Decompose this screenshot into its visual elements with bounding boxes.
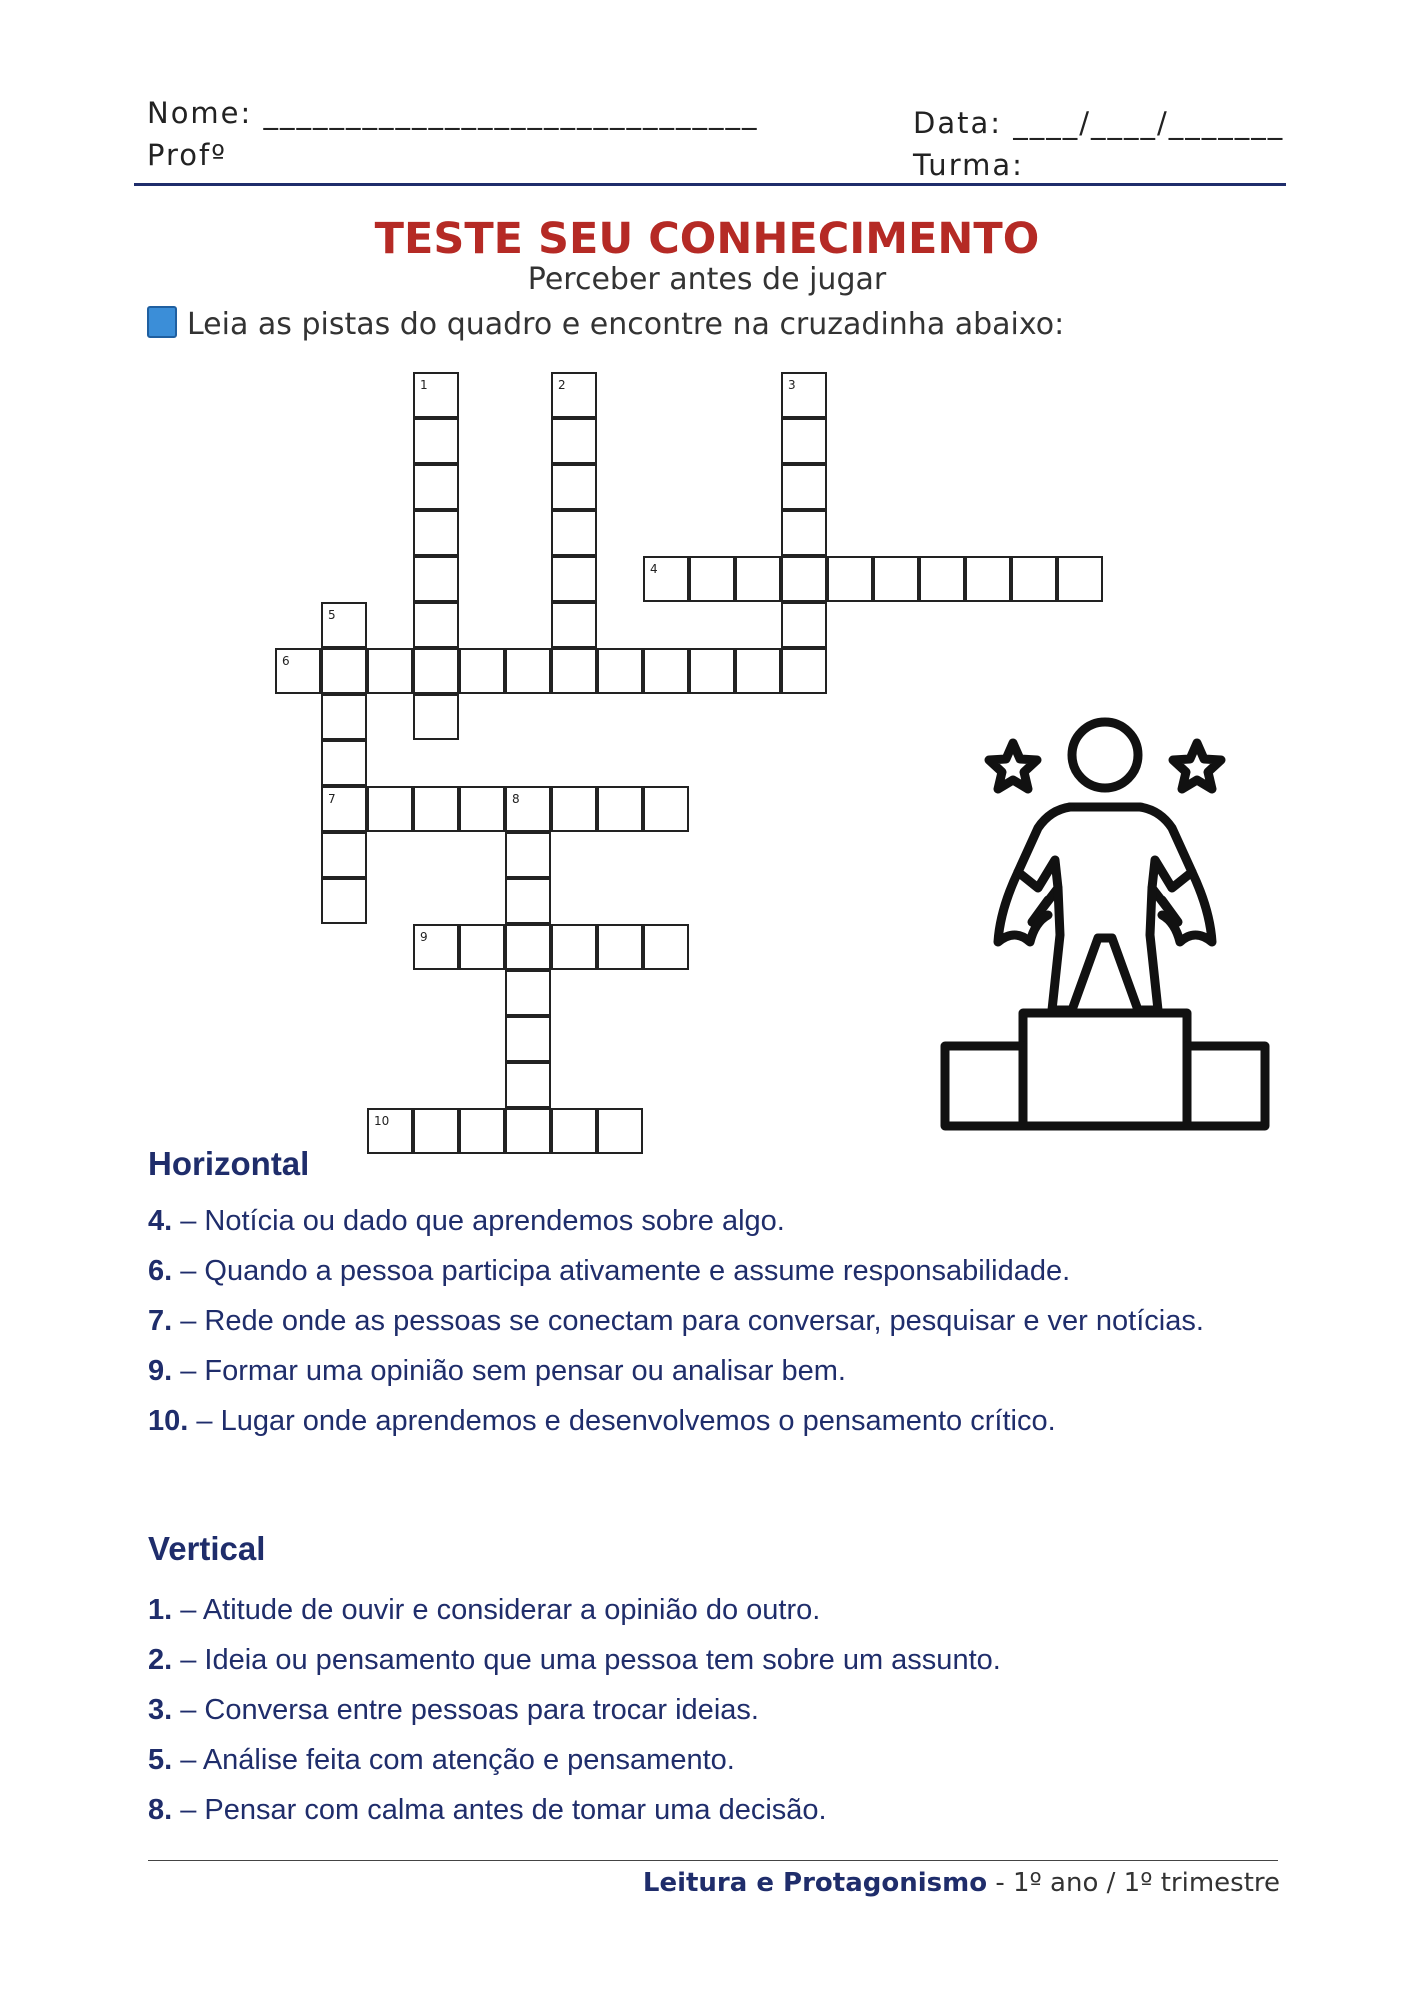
crossword-cell[interactable]	[643, 924, 689, 970]
crossword-cell[interactable]	[735, 556, 781, 602]
crossword-cell[interactable]	[367, 786, 413, 832]
clue-v5: 5. – Análise feita com atenção e pensamento.	[148, 1744, 735, 1776]
crossword-cell[interactable]	[367, 648, 413, 694]
crossword-cell[interactable]	[551, 510, 597, 556]
crossword-cell[interactable]	[367, 1108, 413, 1154]
horizontal-clues	[148, 1196, 1286, 1446]
crossword-cell[interactable]	[551, 556, 597, 602]
crossword-clue-number: 1	[420, 378, 428, 392]
teacher-field-label[interactable]: Profº	[147, 138, 227, 172]
crossword-clue-number: 7	[328, 792, 336, 806]
crossword-cell[interactable]	[321, 694, 367, 740]
clue-v8: 8. – Pensar com calma antes de tomar uma decisão.	[148, 1794, 827, 1826]
crossword-cell[interactable]	[413, 510, 459, 556]
crossword-cell[interactable]	[459, 1108, 505, 1154]
crossword-cell[interactable]	[505, 970, 551, 1016]
crossword-cell[interactable]	[551, 786, 597, 832]
clue-h9: 9. – Formar uma opinião sem pensar ou analisar bem.	[148, 1355, 846, 1387]
crossword-cell[interactable]	[413, 786, 459, 832]
book-icon	[147, 306, 177, 338]
clue-v3: 3. – Conversa entre pessoas para trocar ideias.	[148, 1694, 759, 1726]
crossword-cell[interactable]	[781, 418, 827, 464]
crossword-cell[interactable]	[551, 464, 597, 510]
crossword-cell[interactable]	[551, 1108, 597, 1154]
crossword-cell[interactable]	[781, 464, 827, 510]
crossword-clue-number: 3	[788, 378, 796, 392]
crossword-cell[interactable]	[597, 648, 643, 694]
clue-h6: 6. – Quando a pessoa participa ativamente e assume responsabilidade.	[148, 1255, 1071, 1287]
crossword-cell[interactable]	[459, 924, 505, 970]
crossword-clue-number: 8	[512, 792, 520, 806]
footer-title: Leitura e Protagonismo	[642, 1868, 988, 1898]
crossword-cell[interactable]	[275, 648, 321, 694]
crossword-cell[interactable]	[321, 602, 367, 648]
crossword-cell[interactable]	[597, 924, 643, 970]
crossword-cell[interactable]	[321, 648, 367, 694]
clue-v1: 1. – Atitude de ouvir e considerar a opinião do outro.	[148, 1594, 821, 1626]
crossword-cell[interactable]	[643, 648, 689, 694]
crossword-cell[interactable]	[1057, 556, 1103, 602]
clue-h10: 10. – Lugar onde aprendemos e desenvolvemos o pensamento crítico.	[148, 1405, 1056, 1437]
class-field-label[interactable]: Turma:	[913, 148, 1024, 182]
vertical-clues	[148, 1585, 1286, 1835]
crossword-cell[interactable]	[505, 786, 551, 832]
vertical-heading: Vertical	[148, 1530, 266, 1567]
crossword-cell[interactable]	[321, 740, 367, 786]
crossword-cell[interactable]	[781, 510, 827, 556]
crossword-cell[interactable]	[459, 648, 505, 694]
crossword-cell[interactable]	[689, 556, 735, 602]
crossword-cell[interactable]	[827, 556, 873, 602]
date-field-label[interactable]: Data: ____/____/_______	[913, 106, 1285, 140]
crossword-clue-number: 6	[282, 654, 290, 668]
hero-on-podium-icon	[930, 710, 1280, 1150]
crossword-cell[interactable]	[505, 1016, 551, 1062]
header-divider	[134, 183, 1286, 186]
crossword-cell[interactable]	[505, 648, 551, 694]
crossword-cell[interactable]	[551, 418, 597, 464]
crossword-cell[interactable]	[551, 372, 597, 418]
crossword-cell[interactable]	[459, 786, 505, 832]
crossword-cell[interactable]	[505, 924, 551, 970]
crossword-cell[interactable]	[965, 556, 1011, 602]
crossword-clue-number: 2	[558, 378, 566, 392]
crossword-cell[interactable]	[781, 556, 827, 602]
crossword-cell[interactable]	[551, 924, 597, 970]
crossword-cell[interactable]	[413, 418, 459, 464]
crossword-clue-number: 9	[420, 930, 428, 944]
crossword-cell[interactable]	[597, 1108, 643, 1154]
crossword-clue-number: 4	[650, 562, 658, 576]
footer	[643, 1868, 1280, 1898]
crossword-cell[interactable]	[597, 786, 643, 832]
instruction	[147, 306, 1064, 342]
crossword-cell[interactable]	[505, 832, 551, 878]
crossword-cell[interactable]	[413, 556, 459, 602]
crossword-cell[interactable]	[919, 556, 965, 602]
crossword-clue-number: 10	[374, 1114, 390, 1128]
crossword-cell[interactable]	[505, 1108, 551, 1154]
footer-divider	[148, 1860, 1278, 1861]
crossword-cell[interactable]	[413, 602, 459, 648]
clue-h7: 7. – Rede onde as pessoas se conectam para conversar, pesquisar e ver notícias.	[148, 1305, 1204, 1337]
crossword-cell[interactable]	[781, 372, 827, 418]
crossword-cell[interactable]	[781, 648, 827, 694]
crossword-clue-number: 5	[328, 608, 336, 622]
crossword-cell[interactable]	[413, 694, 459, 740]
crossword-cell[interactable]	[505, 1062, 551, 1108]
crossword-cell[interactable]	[735, 648, 781, 694]
name-field-label[interactable]: Nome: ______________________________	[147, 96, 759, 130]
page-title: TESTE SEU CONHECIMENTO	[374, 214, 1040, 264]
crossword-cell[interactable]	[551, 602, 597, 648]
crossword-cell[interactable]	[413, 372, 459, 418]
crossword-cell[interactable]	[413, 924, 459, 970]
crossword-cell[interactable]	[505, 878, 551, 924]
crossword-cell[interactable]	[413, 648, 459, 694]
crossword-cell[interactable]	[643, 556, 689, 602]
crossword-cell[interactable]	[413, 1108, 459, 1154]
crossword-cell[interactable]	[781, 602, 827, 648]
crossword-cell[interactable]	[413, 464, 459, 510]
footer-subtitle: - 1º ano / 1º trimestre	[987, 1868, 1280, 1898]
page-subtitle: Perceber antes de jugar	[527, 262, 887, 297]
horizontal-heading: Horizontal	[148, 1145, 310, 1182]
crossword-cell[interactable]	[873, 556, 919, 602]
crossword-cell[interactable]	[321, 832, 367, 878]
crossword-cell[interactable]	[321, 786, 367, 832]
crossword-cell[interactable]	[689, 648, 735, 694]
crossword-cell[interactable]	[551, 648, 597, 694]
crossword-cell[interactable]	[321, 878, 367, 924]
instruction-text: Leia as pistas do quadro e encontre na cruzadinha abaixo:	[187, 307, 1065, 342]
crossword-cell[interactable]	[643, 786, 689, 832]
clue-h4: 4. – Notícia ou dado que aprendemos sobre algo.	[148, 1205, 785, 1237]
clue-v2: 2. – Ideia ou pensamento que uma pessoa tem sobre um assunto.	[148, 1644, 1001, 1676]
crossword-cell[interactable]	[1011, 556, 1057, 602]
